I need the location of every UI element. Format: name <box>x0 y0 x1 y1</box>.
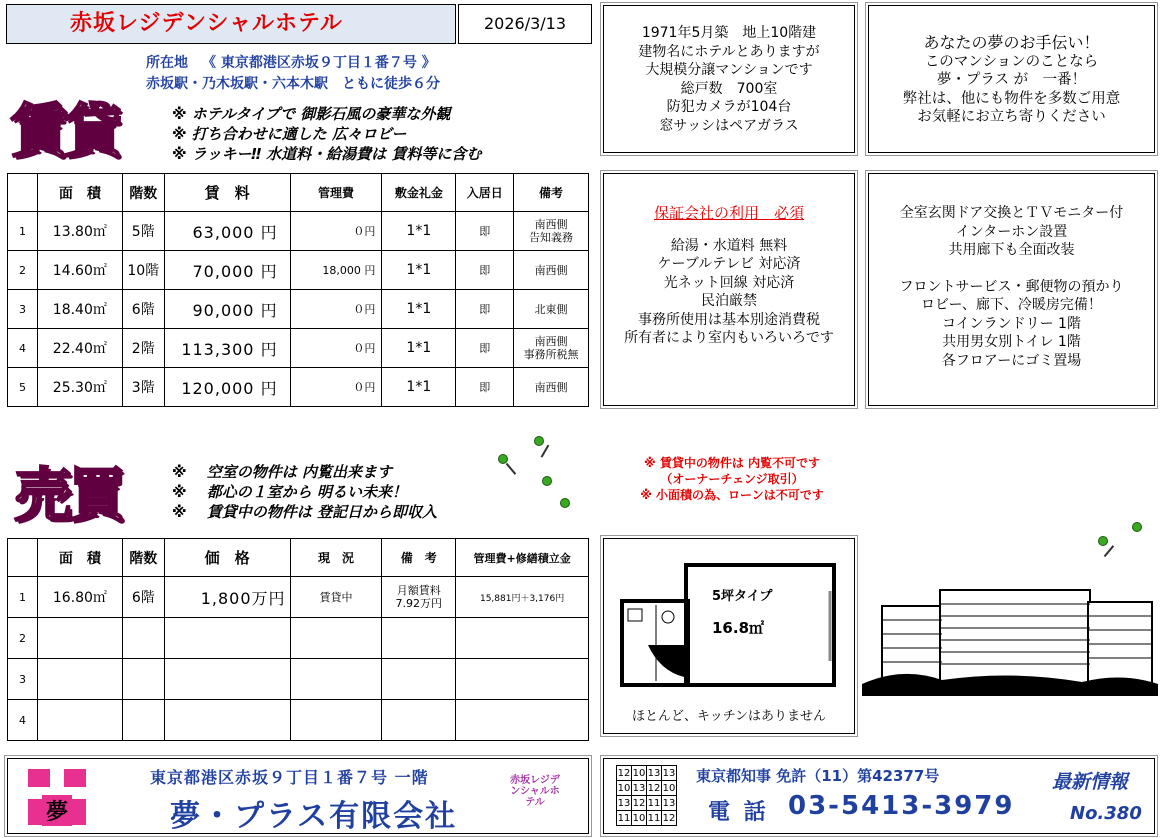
company-address: 東京都港区赤坂９丁目１番７号 一階 <box>150 768 429 787</box>
col-price: 価 格 <box>164 539 290 577</box>
row-area: 25.30㎡ <box>37 368 122 407</box>
floorplan-caption: ほとんど、キッチンはありません <box>631 709 827 724</box>
row-floor: 6階 <box>122 577 164 618</box>
row-no: 2 <box>8 618 38 659</box>
col-deposit: 敷金礼金 <box>382 174 456 212</box>
col-fees: 管理費+修繕積立金 <box>456 539 589 577</box>
row-note: 月額賃料 7.92万円 <box>382 577 456 618</box>
row-floor: 10階 <box>122 251 164 290</box>
date: 2026/3/13 <box>458 4 592 44</box>
col-no <box>8 174 38 212</box>
phone-number: 03-5413-3979 <box>788 791 1015 821</box>
row-no: 3 <box>8 659 38 700</box>
license: 東京都知事 免許（11）第42377号 <box>696 767 940 785</box>
col-move-in: 入居日 <box>456 174 514 212</box>
col-floor: 階数 <box>122 539 164 577</box>
rental-feature: ※ 打ち合わせに適した 広々ロビー <box>172 125 407 143</box>
page-title: 赤坂レジデンシャルホテル <box>70 11 343 36</box>
rental-heading: 賃貸 <box>10 97 119 165</box>
row-deposit: 1*1 <box>382 290 456 329</box>
row-no: 1 <box>8 577 38 618</box>
row-note: 南西側 <box>514 368 589 407</box>
issue-number: No.380 <box>1070 803 1142 824</box>
row-deposit: 1*1 <box>382 251 456 290</box>
row-floor: 6階 <box>122 290 164 329</box>
floorplan-box <box>603 538 855 734</box>
leaves-decoration <box>496 436 586 520</box>
row-status: 賃貸中 <box>290 577 382 618</box>
col-rent: 賃 料 <box>164 174 290 212</box>
sale-heading: 売買 <box>14 461 123 529</box>
col-note: 備考 <box>514 174 589 212</box>
table-row <box>8 251 589 290</box>
col-floor: 階数 <box>122 174 164 212</box>
rental-feature: ※ ラッキー‼ 水道料・給湯費は 賃料等に含む <box>172 145 482 163</box>
row-rent: 70,000 円 <box>164 251 290 290</box>
row-floor: 3階 <box>122 368 164 407</box>
floorplan-type: 5坪タイプ <box>712 589 773 604</box>
row-note: 南西側 <box>514 251 589 290</box>
row-move-in: 即 <box>456 212 514 251</box>
row-note: 南西側 告知義務 <box>514 212 589 251</box>
rental-features <box>172 104 481 164</box>
guarantee-title: 保証会社の利用 必須 <box>653 204 804 222</box>
rental-feature: ※ ホテルタイプで 御影石風の豪華な外観 <box>172 105 451 123</box>
company-footer <box>7 758 589 834</box>
company-name: 夢・プラス有限会社 <box>170 799 458 834</box>
col-no <box>8 539 38 577</box>
col-fee: 管理費 <box>290 174 382 212</box>
license-footer <box>603 758 1155 834</box>
row-no: 1 <box>8 212 38 251</box>
row-area: 14.60㎡ <box>37 251 122 290</box>
news-label: 最新情報 <box>1052 771 1129 793</box>
row-no: 2 <box>8 251 38 290</box>
row-no: 5 <box>8 368 38 407</box>
col-note: 備 考 <box>382 539 456 577</box>
row-fee: ０円 <box>290 212 382 251</box>
row-move-in: 即 <box>456 329 514 368</box>
row-price: 1,800万円 <box>164 577 290 618</box>
row-rent: 63,000 円 <box>164 212 290 251</box>
col-status: 現 況 <box>290 539 382 577</box>
row-area: 16.80㎡ <box>37 577 122 618</box>
row-area: 18.40㎡ <box>37 290 122 329</box>
logo-text: 夢 <box>42 795 72 826</box>
col-area: 面 積 <box>37 539 122 577</box>
number-grid: 12 10 13 13 10 13 12 10 13 12 11 13 11 10 11 12 <box>617 767 676 824</box>
row-move-in: 即 <box>456 368 514 407</box>
building-illustration <box>862 580 1158 696</box>
table-row <box>8 659 589 700</box>
row-deposit: 1*1 <box>382 368 456 407</box>
row-area: 22.40㎡ <box>37 329 122 368</box>
floorplan-area: 16.8㎡ <box>712 619 765 637</box>
row-fee: 18,000 円 <box>290 251 382 290</box>
building-info-box: 1971年5月築 地上10階建 建物名にホテルとありますが 大規模分譲マンションです 総戸数 700室 防犯カメラが104台 窓サッシはペアガラス <box>603 5 855 153</box>
company-stamp: 赤坂レジデンシャルホテル <box>510 775 560 808</box>
promo-box: あなたの夢のお手伝い！ このマンションのことなら 夢・プラス が 一番！ 弊社は、他にも物件を多数ご用意 お気軽にお立ち寄りください <box>868 5 1155 153</box>
table-header-row <box>8 539 589 577</box>
row-area: 13.80㎡ <box>37 212 122 251</box>
row-fee: ０円 <box>290 368 382 407</box>
table-row <box>8 618 589 659</box>
row-deposit: 1*1 <box>382 212 456 251</box>
row-fee: ０円 <box>290 290 382 329</box>
stations: 赤坂駅・乃木坂駅・六本木駅 ともに徒歩６分 <box>146 76 440 92</box>
row-fee: ０円 <box>290 329 382 368</box>
sale-feature: ※ 都心の１室から 明るい未来！ <box>172 483 408 501</box>
col-area: 面 積 <box>37 174 122 212</box>
leaves-decoration <box>1088 518 1158 558</box>
row-no: 3 <box>8 290 38 329</box>
row-floor: 5階 <box>122 212 164 251</box>
row-no: 4 <box>8 329 38 368</box>
row-area <box>37 700 122 741</box>
table-row <box>8 329 589 368</box>
table-row <box>8 368 589 407</box>
row-note: 北東側 <box>514 290 589 329</box>
sale-feature: ※ 賃貸中の物件は 登記日から即収入 <box>172 503 438 521</box>
guarantee-box: 保証会社の利用 必須 給湯・水道料 無料 ケーブルテレビ 対応済 光ネット回線 対応済 民泊厳禁 事務所使用は基本別途消費税 所有者により室内もいろいろです <box>603 173 855 406</box>
sale-features <box>172 462 437 522</box>
table-header-row <box>8 174 589 212</box>
address-value: 《 東京都港区赤坂９丁目１番７号 》 <box>202 55 436 71</box>
table-row <box>8 577 589 618</box>
sale-table <box>7 538 589 741</box>
logo <box>28 769 86 825</box>
phone-label: 電 話 <box>708 800 769 825</box>
row-no: 4 <box>8 700 38 741</box>
row-area <box>37 618 122 659</box>
row-fees: 15,881円＋3,176円 <box>456 577 589 618</box>
table-row <box>8 290 589 329</box>
table-row <box>8 700 589 741</box>
row-floor: 2階 <box>122 329 164 368</box>
row-deposit: 1*1 <box>382 329 456 368</box>
rental-table <box>7 173 589 407</box>
sale-notes: ※ 賃貸中の物件は 内覧不可です （オーナーチェンジ取引） ※ 小面積の為、ローンは不可です <box>640 456 824 502</box>
row-move-in: 即 <box>456 290 514 329</box>
sale-feature: ※ 空室の物件は 内覧出来ます <box>172 463 393 481</box>
row-rent: 90,000 円 <box>164 290 290 329</box>
row-rent: 113,300 円 <box>164 329 290 368</box>
row-rent: 120,000 円 <box>164 368 290 407</box>
facilities-box: 全室玄関ドア交換とＴＶモニター付 インターホン設置 共用廊下も全面改装 フロントサービス・郵便物の預かり ロビー、廊下、冷暖房完備！ コインランドリー 1階 共用男女別トイレ 1階 各フロアーにゴミ置場 <box>868 173 1155 406</box>
row-move-in: 即 <box>456 251 514 290</box>
table-row <box>8 212 589 251</box>
address-label: 所在地 <box>146 55 188 71</box>
row-note: 南西側 事務所税無 <box>514 329 589 368</box>
row-area <box>37 659 122 700</box>
